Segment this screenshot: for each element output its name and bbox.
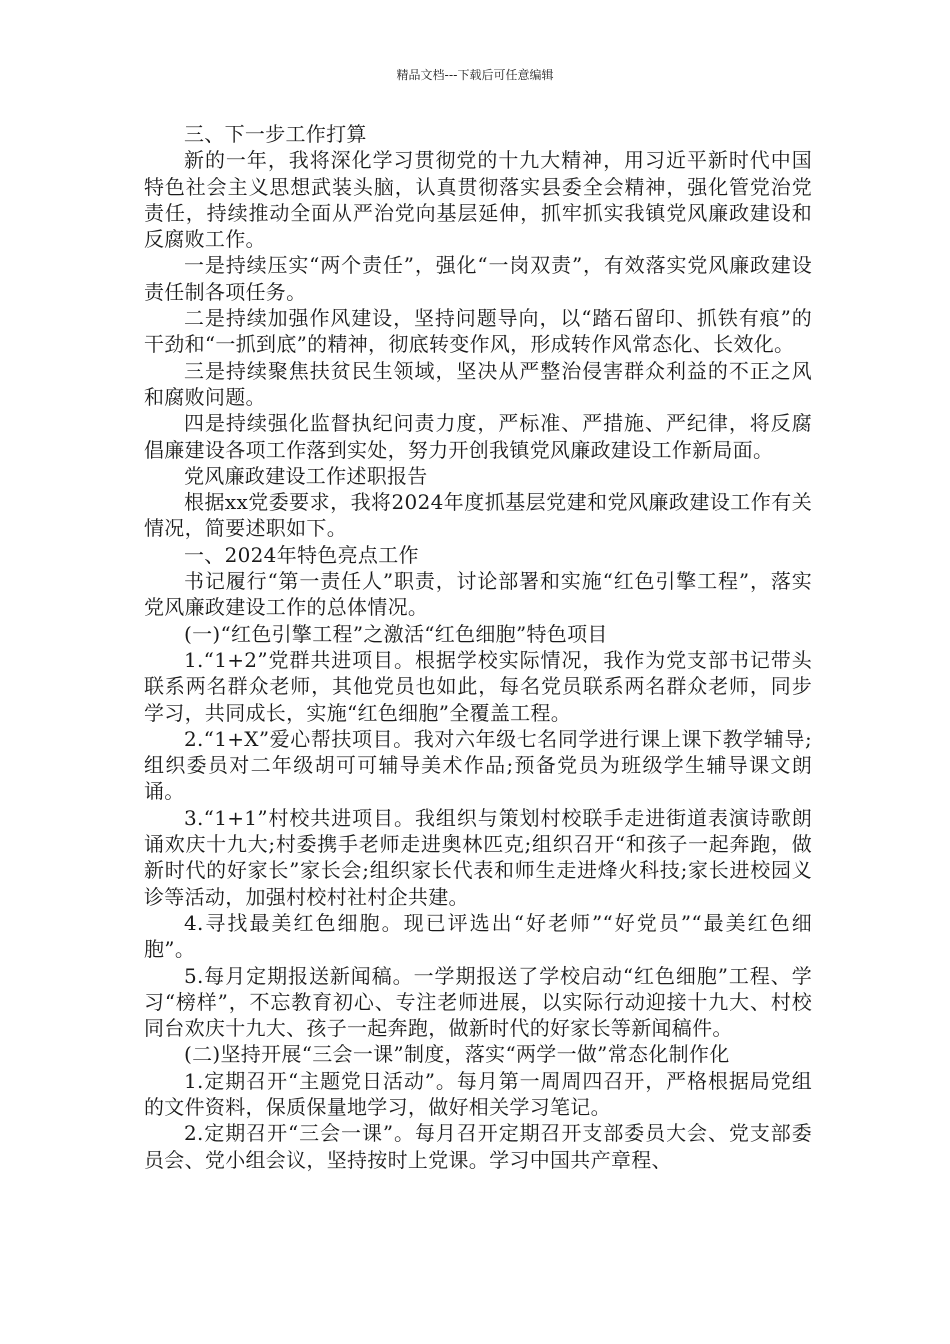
paragraph: 1.定期召开“主题党日活动”。每月第一周周四召开，严格根据局党组的文件资料，保质保量地学习，做好相关学习笔记。	[144, 1068, 812, 1119]
paragraph: 4.寻找最美红色细胞。现已评选出“好老师”“好党员”“最美红色细胞”。	[144, 910, 812, 962]
paragraph: 二是持续加强作风建设，坚持问题导向，以“踏石留印、抓铁有痕”的干劲和“一抓到底”的精神，彻底转变作风，形成转作风常态化、长效化。	[144, 306, 812, 357]
paragraph: 四是持续强化监督执纪问责力度，严标准、严措施、严纪律，将反腐倡廉建设各项工作落到实处，努力开创我镇党风廉政建设工作新局面。	[144, 411, 812, 462]
paragraph: 1.“1+2”党群共进项目。根据学校实际情况，我作为党支部书记带头联系两名群众老师，其他党员也如此，每名党员联系两名群众老师，同步学习，共同成长，实施“红色细胞”全覆盖工程。	[144, 647, 812, 725]
section-heading: 一、2024年特色亮点工作	[184, 542, 419, 567]
paragraph: 书记履行“第一责任人”职责，讨论部署和实施“红色引擎工程”，落实党风廉政建设工作的总体情况。	[144, 569, 812, 620]
paragraph: 5.每月定期报送新闻稿。一学期报送了学校启动“红色细胞”工程、学习“榜样”，不忘教育初心、专注老师进展，以实际行动迎接十九大、村校同台欢庆十九大、孩子一起奔跑，做新时代的好家长等新闻稿件。	[144, 963, 812, 1041]
document-body	[144, 121, 812, 1173]
paragraph: 三是持续聚焦扶贫民生领域，坚决从严整治侵害群众利益的不正之风和腐败问题。	[144, 358, 812, 409]
paragraph: 根据xx党委要求，我将2024年度抓基层党建和党风廉政建设工作有关情况，简要述职如下。	[144, 490, 812, 541]
paragraph: 2.定期召开“三会一课”。每月召开定期召开支部委员大会、党支部委员会、党小组会议，坚持按时上党课。学习中国共产章程、	[144, 1121, 812, 1172]
paragraph: 新的一年，我将深化学习贯彻党的十九大精神，用习近平新时代中国特色社会主义思想武装头脑，认真贯彻落实县委全会精神，强化管党治党责任，持续推动全面从严治党向基层延伸，抓牢抓实我镇党风廉政建设和反腐败工作。	[144, 148, 812, 252]
paragraph: 一是持续压实“两个责任”，强化“一岗双责”，有效落实党风廉政建设责任制各项任务。	[144, 253, 812, 304]
subsection-heading: (一)“红色引擎工程”之激活“红色细胞”特色项目	[184, 621, 608, 646]
page-header: 精品文档---下载后可任意编辑	[396, 68, 554, 82]
section-heading: 三、下一步工作打算	[184, 122, 367, 146]
paragraph: 3.“1+1”村校共进项目。我组织与策划村校联手走进街道表演诗歌朗诵欢庆十九大;村委携手老师走进奥林匹克;组织召开“和孩子一起奔跑，做新时代的好家长”家长会;组织家长代表和师生走进烽火科技;家长进校园义诊等活动，加强村校村社村企共建。	[144, 805, 812, 909]
paragraph: 2.“1+X”爱心帮扶项目。我对六年级七名同学进行课上课下教学辅导;组织委员对二年级胡可可辅导美术作品;预备党员为班级学生辅导课文朗诵。	[144, 726, 812, 804]
subsection-heading: (二)坚持开展“三会一课”制度，落实“两学一做”常态化制作化	[184, 1042, 730, 1067]
report-title: 党风廉政建设工作述职报告	[184, 463, 428, 488]
